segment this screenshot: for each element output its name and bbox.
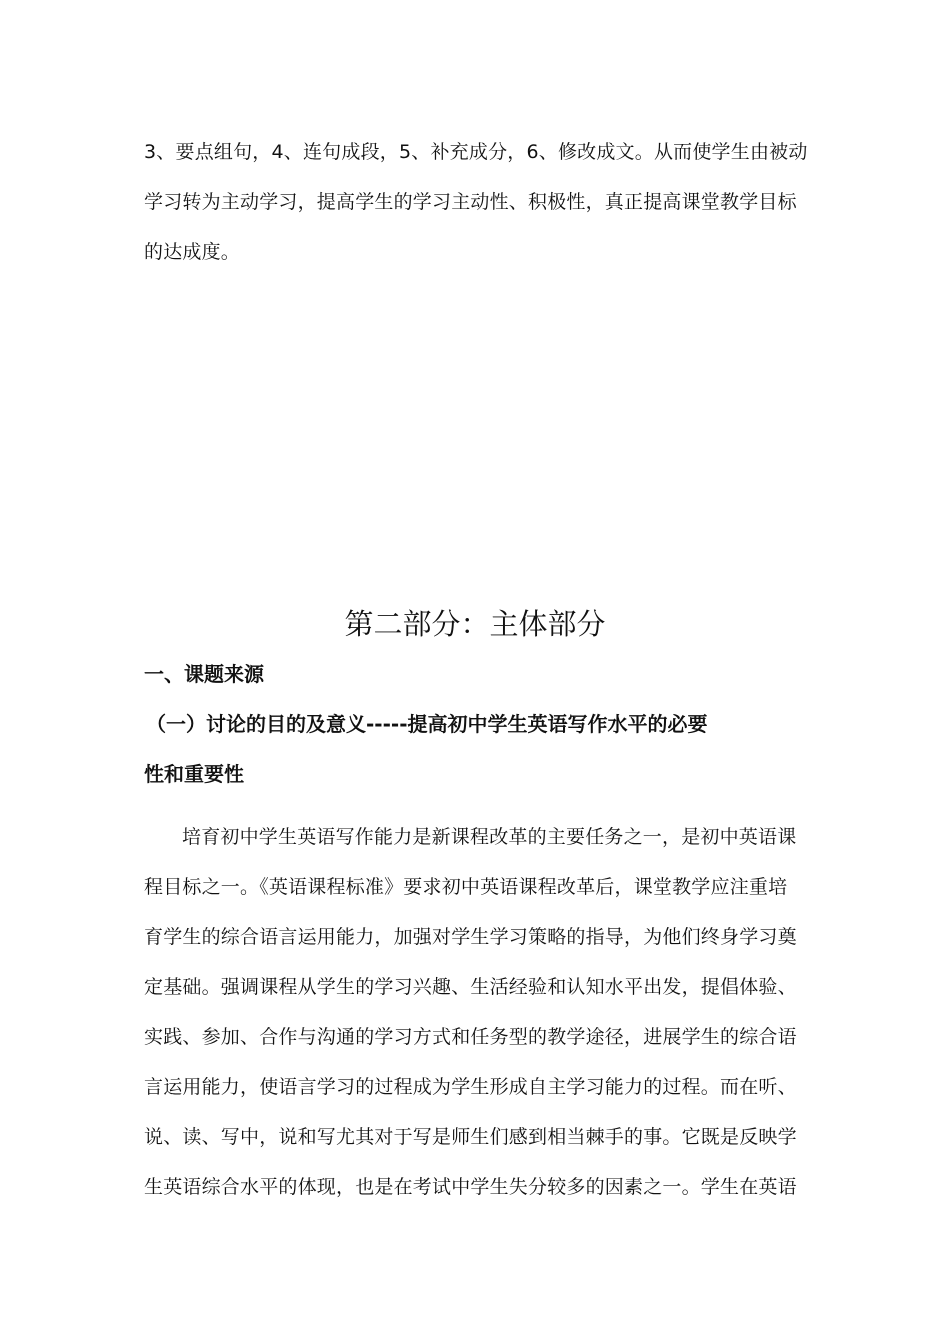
body-paragraph-line: 说、读、写中，说和写尤其对于写是师生们感到相当棘手的事。它既是反映学: [144, 1126, 797, 1148]
section-title: 第二部分：主体部分: [344, 607, 606, 641]
intro-paragraph-line: 3、要点组句，4、连句成段，5、补充成分，6、修改成文。从而使学生由被动: [144, 141, 808, 163]
body-paragraph-line: 生英语综合水平的体现，也是在考试中学生失分较多的因素之一。学生在英语: [144, 1176, 797, 1198]
body-paragraph-line: 程目标之一。《英语课程标准》要求初中英语课程改革后，课堂教学应注重培: [144, 876, 788, 898]
body-paragraph-line: 培育初中学生英语写作能力是新课程改革的主要任务之一，是初中英语课: [182, 826, 797, 848]
heading-level-2-line: 性和重要性: [144, 762, 244, 786]
body-paragraph-line: 实践、参加、合作与沟通的学习方式和任务型的教学途径，进展学生的综合语: [144, 1026, 797, 1048]
intro-paragraph-line: 的达成度。: [144, 241, 241, 263]
heading-level-1: 一、课题来源: [144, 662, 264, 686]
heading-level-2-line: （一）讨论的目的及意义-----提高初中学生英语写作水平的必要: [146, 712, 708, 736]
body-paragraph-line: 定基础。强调课程从学生的学习兴趣、生活经验和认知水平出发，提倡体验、: [144, 976, 797, 998]
intro-paragraph-line: 学习转为主动学习，提高学生的学习主动性、积极性，真正提高课堂教学目标: [144, 191, 797, 213]
body-paragraph-line: 言运用能力，使语言学习的过程成为学生形成自主学习能力的过程。而在听、: [144, 1076, 797, 1098]
body-paragraph-line: 育学生的综合语言运用能力，加强对学生学习策略的指导，为他们终身学习奠: [144, 926, 797, 948]
